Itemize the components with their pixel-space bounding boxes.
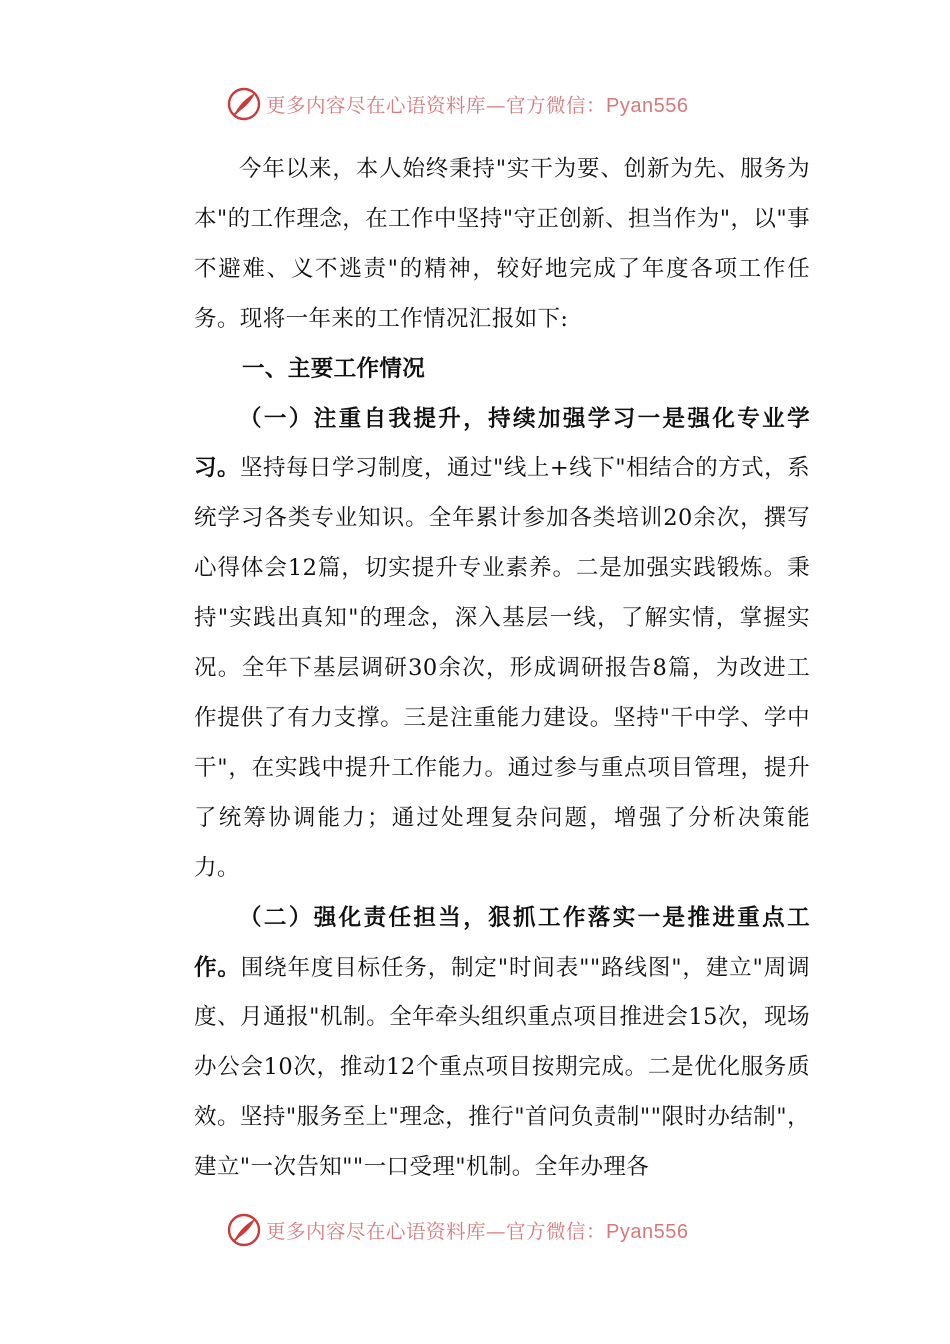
subsection-1-body: 坚持每日学习制度，通过"线上+线下"相结合的方式，系统学习各类专业知识。全年累计参加各类培训20余次，撰写心得体会12篇，切实提升专业素养。二是加强实践锻炼。秉持"实践出真知"的理念，深入基层一线，了解实情，掌握实况。全年下基层调研30余次，形成调研报告8篇，为改进工作提供了有力支撑。三是注重能力建设。坚持"干中学、学中干"，在实践中提升工作能力。通过参与重点项目管理，提升了统筹协调能力；通过处理复杂问题，增强了分析决策能力。 <box>194 455 810 881</box>
section-heading: 一、主要工作情况 <box>242 355 426 382</box>
watermark-text: 更多内容尽在心语资料库—官方微信：Pyan556 <box>266 94 689 117</box>
wechat-handle: Pyan556 <box>606 95 689 117</box>
feather-pen-icon <box>226 86 262 122</box>
footer-watermark-banner <box>226 1210 688 1250</box>
subsection-2-paragraph <box>194 894 810 1193</box>
feather-pen-icon <box>226 1212 262 1248</box>
header-watermark-banner <box>226 84 688 124</box>
watermark-text: 更多内容尽在心语资料库—官方微信：Pyan556 <box>266 1220 689 1243</box>
subsection-2-title: （二）强化责任担当，狠抓工作落实一是推进重点工作。 <box>194 904 810 981</box>
wechat-handle: Pyan556 <box>606 1221 689 1243</box>
document-body <box>194 145 810 1193</box>
intro-paragraph: 今年以来，本人始终秉持"实干为要、创新为先、服务为本"的工作理念，在工作中坚持"守正创新、担当作为"，以"事不避难、义不逃责"的精神，较好地完成了年度各项工作任务。现将一年来的工作情况汇报如下: <box>194 156 810 332</box>
subsection-1-title: （一）注重自我提升，持续加强学习一是强化专业学习。 <box>194 405 810 482</box>
subsection-1-paragraph <box>194 395 810 894</box>
subsection-2-body: 围绕年度目标任务，制定"时间表""路线图"，建立"周调度、月通报"机制。全年牵头组织重点项目推进会15次，现场办公会10次，推动12个重点项目按期完成。二是优化服务质效。坚持"服务至上"理念，推行"首问负责制""限时办结制"，建立"一次告知""一口受理"机制。全年办理各 <box>194 954 811 1181</box>
